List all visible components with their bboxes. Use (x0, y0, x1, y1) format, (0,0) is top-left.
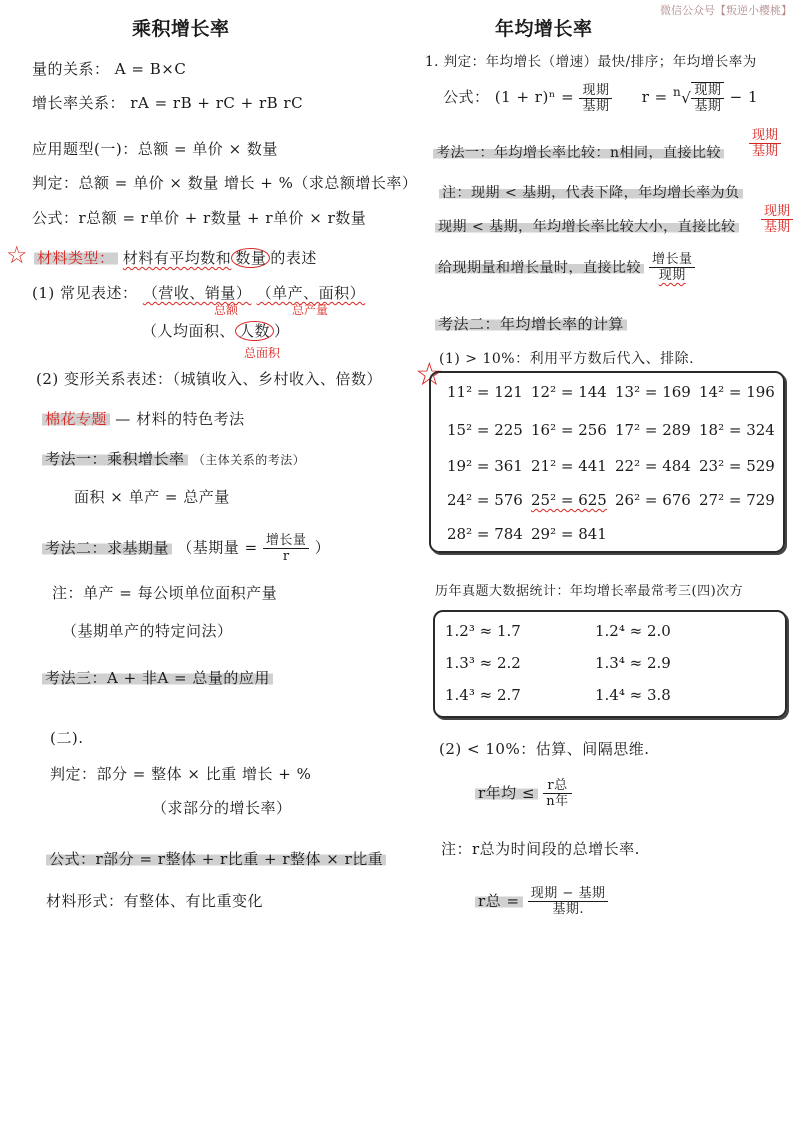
star-icon: ☆ (6, 241, 28, 269)
note-total-output: 总产量 (292, 303, 329, 317)
right-method-1: 考法一：年均增长率比较：n相同，直接比较 (433, 142, 724, 162)
total-rate-fraction: $\frac{\text{现期 − 基期}}{\text{基期.}}$ (528, 886, 609, 917)
square-item: 16² = 256 (531, 421, 607, 439)
power-item: 1.3³ ≈ 2.2 (445, 654, 521, 672)
quantity-relation: 量的关系： A = B×C (32, 60, 187, 78)
root-sign-icon: √ (681, 89, 692, 107)
square-item: 13² = 169 (615, 383, 691, 401)
base-period-fraction: $\frac{\text{增长量}}{r}$ (263, 533, 310, 564)
left-title: 乘积增长率 (132, 18, 230, 40)
app-type-1: 应用题型(一)：总额 = 单价 × 数量 (32, 140, 278, 158)
section-2: (二). (50, 729, 84, 747)
square-item: 27² = 729 (699, 491, 775, 509)
right-method-2: 考法二：年均增长率的计算 (435, 313, 627, 334)
power-item: 1.2⁴ ≈ 2.0 (595, 622, 671, 640)
square-item: 29² = 841 (531, 525, 607, 543)
common-expressions: (1) 常见表述： （营收、销量） （单产、面积） (32, 284, 366, 302)
base-period-yield: （基期单产的特定问法） (62, 622, 233, 640)
stats-title: 历年真题大数据统计：年均增长率最常考三(四)次方 (435, 584, 744, 599)
square-item: 24² = 576 (447, 491, 523, 509)
square-item: 11² = 121 (447, 383, 523, 401)
method1-red-fraction: 现期 基期 (749, 128, 781, 159)
note-total: 总额 (214, 303, 239, 317)
avg-formula: 公式： (1 + r)ⁿ = $\frac{\text{现期}}{\text{基期}}$ r = $^n$√ $\frac{\text{现期}}{\text{基期}}$ − 1 (443, 82, 759, 114)
material-form: 材料形式：有整体、有比重变化 (46, 892, 264, 910)
note-total-area: 总面积 (244, 346, 281, 360)
square-item: 28² = 784 (447, 525, 523, 543)
right-note-1: 注：现期 < 基期，代表下降，年均增长率为负 (439, 182, 743, 202)
compare-line: 现期 < 基期，年均增长率比较大小，直接比较 (435, 216, 739, 236)
method-2: 考法二：求基期量 （基期量 = $\frac{\text{增长量}}{r}$ ） (42, 533, 330, 564)
compare-red-fraction: 现期 基期 (761, 204, 793, 235)
judge-2: 判定：部分 = 整体 × 比重 增长 + % (50, 765, 312, 783)
square-item: 22² = 484 (615, 457, 691, 475)
star-icon: ☆ (415, 355, 444, 393)
judge-1: 判定：总额 = 单价 × 数量 增长 + %（求总额增长率） (32, 174, 418, 192)
root-fraction: $\frac{\text{现期}}{\text{基期}}$ (691, 82, 724, 114)
note-unit-yield: 注：单产 = 每公顷单位面积产量 (52, 584, 278, 602)
square-item: 23² = 529 (699, 457, 775, 475)
square-item: 15² = 225 (447, 421, 523, 439)
square-item: 21² = 441 (531, 457, 607, 475)
method-1: 考法一：乘积增长率 （主体关系的考法） (42, 448, 305, 469)
inequality-fraction: $\frac{\text{r总}}{\text{n年}}$ (543, 778, 571, 809)
square-item: 26² = 676 (615, 491, 691, 509)
right-note-2: 注：r总为时间段的总增长率. (441, 840, 640, 858)
total-rate-formula: r总 = $\frac{\text{现期 − 基期}}{\text{基期.}}$ (475, 886, 608, 917)
formula-1: 公式：r总额 = r单价 + r数量 + r单价 × r数量 (32, 209, 367, 227)
power-item: 1.2³ ≈ 1.7 (445, 622, 521, 640)
method-3: 考法三：A + 非A = 总量的应用 (42, 667, 273, 688)
powers-box (433, 610, 787, 718)
avg-inequality: r年均 ≤ $\frac{\text{r总}}{\text{n年}}$ (475, 778, 572, 809)
squares-box (429, 371, 785, 553)
right-title: 年均增长率 (495, 18, 593, 40)
judge-2-sub: （求部分的增长率） (152, 799, 292, 817)
method-1-formula: 面积 × 单产 = 总产量 (74, 488, 230, 506)
square-item: 14² = 196 (699, 383, 775, 401)
given-fraction: $\frac{\text{增长量}}{\text{现期}}$ (649, 252, 696, 283)
power-item: 1.4⁴ ≈ 3.8 (595, 686, 671, 704)
case-2: (2) < 10%：估算、间隔思维. (439, 740, 650, 758)
given-line: 给现期量和增长量时，直接比较 $\frac{\text{增长量}}{\text{现期}}$ (435, 252, 695, 283)
power-item: 1.3⁴ ≈ 2.9 (595, 654, 671, 672)
common-expressions-c: （人均面积、 人数 ） (142, 322, 290, 340)
square-item: 12² = 144 (531, 383, 607, 401)
cotton-topic: 棉花专题 — 材料的特色考法 (42, 408, 245, 429)
case-1: (1) > 10%：利用平方数后代入、排除. (439, 351, 695, 367)
right-judge: 1. 判定：年均增长（增速）最快/排序；年均增长率为 (425, 54, 757, 70)
power-item: 1.4³ ≈ 2.7 (445, 686, 521, 704)
variant-expressions: (2) 变形关系表述：（城镇收入、乡村收入、倍数） (36, 370, 383, 388)
square-item: 17² = 289 (615, 421, 691, 439)
square-item: 18² = 324 (699, 421, 775, 439)
growth-relation: 增长率关系： rA = rB + rC + rB rC (32, 94, 304, 112)
formula-2: 公式：r部分 = r整体 + r比重 + r整体 × r比重 (46, 848, 386, 869)
square-item: 19² = 361 (447, 457, 523, 475)
watermark: 微信公众号【叛逆小樱桃】 (660, 4, 792, 17)
material-type: 材料类型： 材料有平均数和 数量 的表述 (34, 247, 317, 268)
ratio-fraction: $\frac{\text{现期}}{\text{基期}}$ (579, 83, 612, 114)
square-item: 25² = 625 (531, 491, 607, 509)
